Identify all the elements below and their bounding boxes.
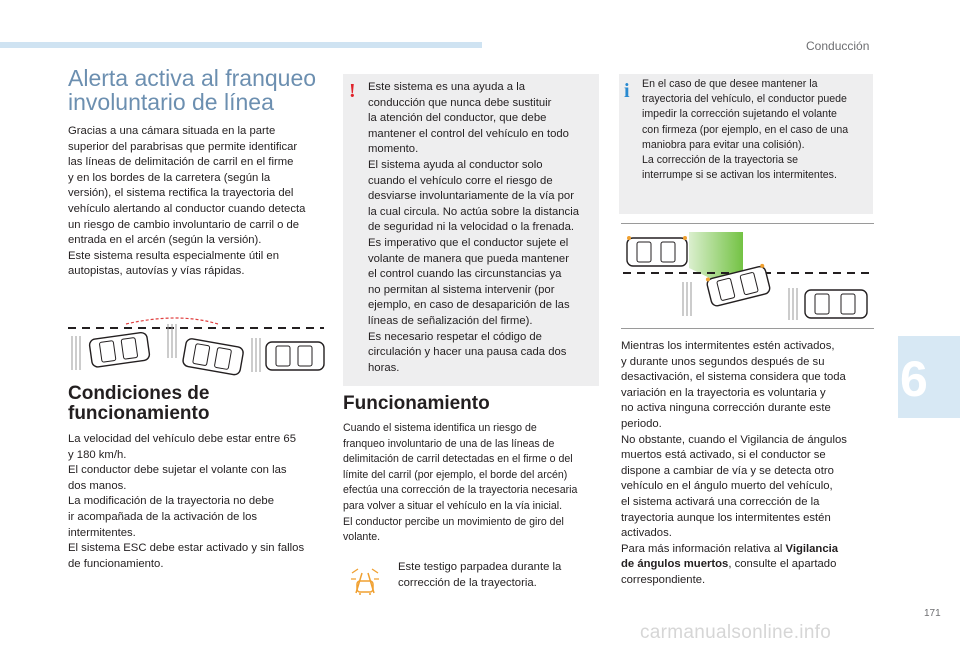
figure-top-rule — [621, 223, 874, 224]
section-title: Conducción — [806, 39, 870, 53]
lane-correction-warning-lamp-icon — [348, 563, 382, 597]
page-number: 171 — [924, 608, 941, 619]
blind-spot-correction-illustration — [621, 228, 875, 326]
warning-text: Este sistema es una ayuda a la conducción que nunca debe sustituir la atención del conductor, que debe mantener el control del vehículo en todo momento. El sistema ayuda al conductor solo cuando el vehículo corre el riesgo de desviarse involuntariamente de la vía por la cual circula. No actúa sobre la distancia de seguridad ni la velocidad o la frenada. Es imperativo que el conductor sujete el volante de manera que pueda mantener el control cuando las circunstancias ya no permitan al sistema intervenir (por ejemplo, en caso de desaparición de las líneas de señalización del firme). Es necesario respetar el código de circulación y hacer una pausa cada dos horas. — [368, 81, 579, 374]
info-icon: i — [624, 80, 630, 102]
lamp-description: Este testigo parpadea durante la corrección de la trayectoria. — [398, 561, 562, 589]
watermark: carmanualsonline.info — [640, 622, 832, 643]
conditions-paragraph: La velocidad del vehículo debe estar entre 65 y 180 km/h. El conductor debe sujetar el volante con las dos manos. La modificación de la trayectoria no debe ir acompañada de la activación de los intermitentes. El sistema ESC debe estar activado y sin fallos de funcionamiento. — [68, 433, 305, 570]
warning-exclamation-icon: ! — [349, 80, 356, 102]
page-title: Alerta activa al franqueo involuntario de línea — [68, 65, 317, 115]
lane-departure-illustration — [68, 306, 326, 376]
conditions-heading: Condiciones de funcionamiento — [68, 383, 210, 424]
chapter-number: 6 — [900, 351, 928, 407]
body-bold-reference: Vigilancia de ángulos muertos — [621, 542, 839, 571]
blind-spot-paragraph — [621, 339, 877, 589]
body-text: Mientras los intermitentes estén activados, y durante unos segundos después de su desactivación, el sistema considera que toda variación en la trayectoria es voluntaria y no activa ninguna corrección durante este periodo. No obstante, cuando el Vigilancia de ángulos muertos está activado, si el conductor se dispone a cambiar de vía y se detecta otro vehículo en el ángulo muerto del vehículo, el sistema activará una corrección de la trayectoria aunque los intermitentes estén activados. Para más información relativa al — [621, 340, 847, 555]
intro-paragraph: Gracias a una cámara situada en la parte superior del parabrisas que permite identificar las líneas de delimitación de carril en el firme y en los bordes de la carretera (según la versión), el sistema rectifica la trayectoria del vehículo alertando al conductor cuando detecta un riesgo de cambio involuntario de carril o de entrada en el arcén (según la versión). Este sistema resulta especialmente útil en autopistas, autovías y vías rápidas. — [68, 125, 306, 278]
operation-heading: Funcionamiento — [343, 393, 490, 414]
body-end-text: , consulte el apartado correspondiente. — [621, 558, 837, 586]
operation-paragraph: Cuando el sistema identifica un riesgo de franqueo involuntario de una de las líneas de delimitación de carril detectadas en el firme o del límite del carril (por ejemplo, el borde del arcén) efectúa una corrección de la trayectoria necesaria para volver a situar el vehículo en la vía inicial. El conductor percibe un movimiento de giro del volante. — [343, 422, 578, 544]
info-text: En el caso de que desee mantener la trayectoria del vehículo, el conductor puede impedir la corrección sujetando el volante con firmeza (por ejemplo, en el caso de una maniobra para evitar una colisión). La corrección de la trayectoria se interrumpe si se activan los intermitentes. — [642, 78, 849, 182]
header-bar — [0, 42, 482, 48]
figure-bottom-rule — [621, 328, 874, 329]
